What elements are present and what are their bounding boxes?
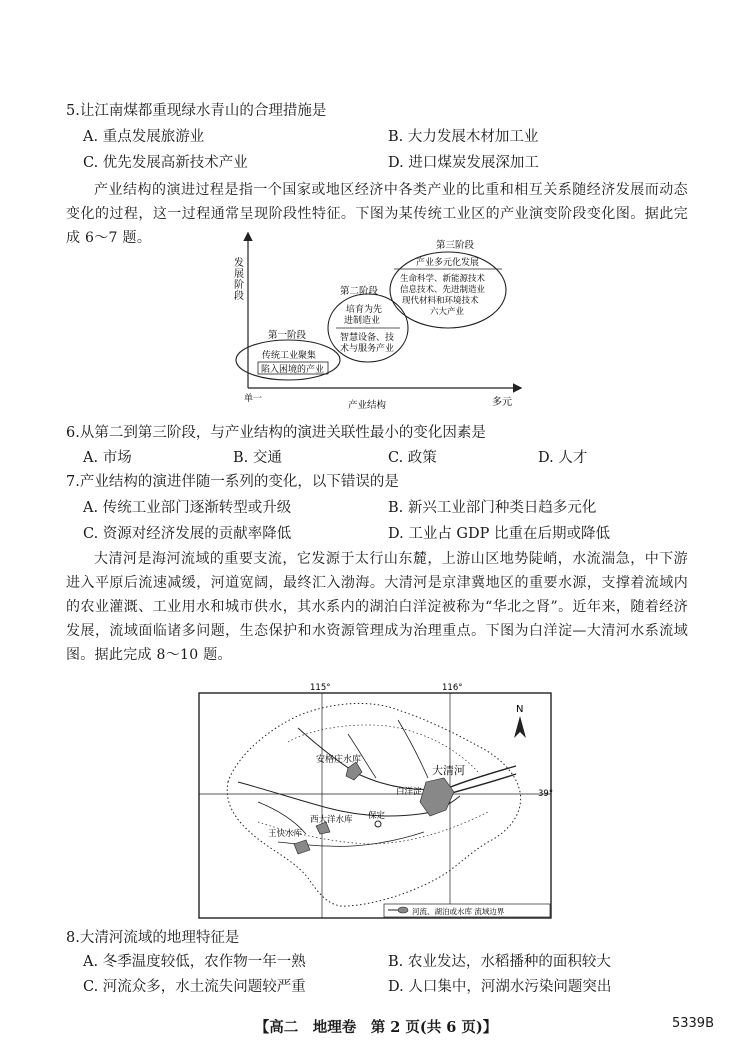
intro-paragraph-1: 产业结构的演进过程是指一个国家或地区经济中各类产业的比重和相互关系随经济发展而动态变化的过程，这一过程通常呈现阶段性特征。下图为某传统工业区的产业演变阶段变化图。据此完成 6～7 题。 xyxy=(66,182,688,246)
q6-option-a: A. 市场 xyxy=(83,450,132,466)
q6-option-b: B. 交通 xyxy=(233,450,282,466)
x-axis-start-label: 单一 xyxy=(244,394,263,404)
stage1-line1: 传统工业聚集 xyxy=(262,351,317,361)
q5-option-d: D. 进口煤炭发展深加工 xyxy=(388,155,539,171)
lat-label-39: 39° xyxy=(538,789,554,799)
label-daqing-river: 大清河 xyxy=(432,764,465,777)
y-axis-label xyxy=(234,256,247,302)
stage2-title: 第二阶段 xyxy=(340,286,379,297)
north-label: N xyxy=(516,704,524,715)
y-axis-label-c4: 段 xyxy=(234,291,244,302)
stage3-line2: 生命科学、新能源技术 xyxy=(400,274,486,284)
city-baoding-marker xyxy=(375,821,381,827)
y-axis-label-c3: 阶 xyxy=(234,280,244,291)
legend-text: 河流、湖泊或水库 流域边界 xyxy=(412,907,505,916)
q5-option-c: C. 优先发展高新技术产业 xyxy=(83,155,248,171)
stage2-line2: 进制造业 xyxy=(344,316,381,326)
q8-option-d: D. 人口集中，河湖水污染问题突出 xyxy=(388,979,612,995)
footer-exam-code: 5339B xyxy=(671,1016,714,1031)
question-5-stem: 5.让江南煤都重现绿水青山的合理措施是 xyxy=(66,103,327,119)
stage1-line2: 陷入困境的产业 xyxy=(261,365,325,375)
label-wangkuai: 王快水库 xyxy=(268,829,303,839)
river-basin-map xyxy=(198,682,554,920)
lon-label-116: 116° xyxy=(442,683,463,693)
y-axis-label-c1: 发 xyxy=(234,258,244,269)
stage3-line3: 信息技术、先进制造业 xyxy=(400,285,486,295)
map-frame xyxy=(199,693,554,918)
q8-option-b: B. 农业发达，水稻播种的面积较大 xyxy=(388,954,611,970)
lon-label-115: 115° xyxy=(310,683,331,693)
x-axis-end-label: 多元 xyxy=(492,397,512,408)
question-8-stem: 8.大清河流域的地理特征是 xyxy=(66,930,240,946)
label-xidayang: 西大洋水库 xyxy=(310,815,353,825)
stage3-line5: 六大产业 xyxy=(430,307,465,317)
q5-option-b: B. 大力发展木材加工业 xyxy=(388,129,539,145)
industry-stage-figure xyxy=(228,228,528,414)
q7-option-a: A. 传统工业部门逐渐转型或升级 xyxy=(83,500,292,516)
question-7-stem: 7.产业结构的演进伴随一系列的变化，以下错误的是 xyxy=(66,474,399,490)
q7-option-d: D. 工业占 GDP 比重在后期或降低 xyxy=(388,526,611,542)
stage2-line3: 智慧设备、技 xyxy=(340,333,395,343)
q7-option-c: C. 资源对经济发展的贡献率降低 xyxy=(83,526,292,542)
y-axis-label-c2: 展 xyxy=(234,269,244,280)
q6-option-d: D. 人才 xyxy=(538,450,588,466)
x-axis-label: 产业结构 xyxy=(348,400,387,411)
q8-option-a: A. 冬季温度较低，农作物一年一熟 xyxy=(83,954,306,970)
label-baiyangdian: 白洋淀 xyxy=(396,787,422,797)
q6-option-c: C. 政策 xyxy=(388,450,437,466)
q8-option-c: C. 河流众多，水土流失问题较严重 xyxy=(83,979,306,995)
stage3-line1: 产业多元化发展 xyxy=(416,258,480,268)
footer-page-info: 【高二 地理卷 第 2 页(共 6 页)】 xyxy=(254,1019,498,1036)
legend-lake-icon xyxy=(398,907,408,913)
stage2-line4: 术与服务产业 xyxy=(340,344,395,354)
q7-option-b: B. 新兴工业部门种类日趋多元化 xyxy=(388,500,597,516)
stage2-line1: 培育为先 xyxy=(346,305,383,315)
intro-paragraph-2: 大清河是海河流域的重要支流，它发源于太行山东麓，上游山区地势陡峭，水流湍急，中下游进入平原后流速减缓，河道宽阔，最终汇入渤海。大清河是京津冀地区的重要水源，支撑着流域内的农业灌溉、工业用水和城市供水，其水系内的湖泊白洋淀被称为“华北之肾”。近年来，随着经济发展，流域面临诸多问题，生态保护和水资源管理成为治理重点。下图为白洋淀—大清河水系流域图。据此完成 8～10 题。 xyxy=(66,551,688,663)
question-6-stem: 6.从第二到第三阶段，与产业结构的演进关联性最小的变化因素是 xyxy=(66,425,486,441)
label-baoding: 保定 xyxy=(368,811,386,821)
stage3-line4: 现代材料和环境技术 xyxy=(402,296,479,306)
stage3-title: 第三阶段 xyxy=(436,240,475,251)
stage1-title: 第一阶段 xyxy=(268,330,307,341)
label-angezhuang: 安格庄水库 xyxy=(316,755,362,765)
q5-option-a: A. 重点发展旅游业 xyxy=(83,129,205,145)
